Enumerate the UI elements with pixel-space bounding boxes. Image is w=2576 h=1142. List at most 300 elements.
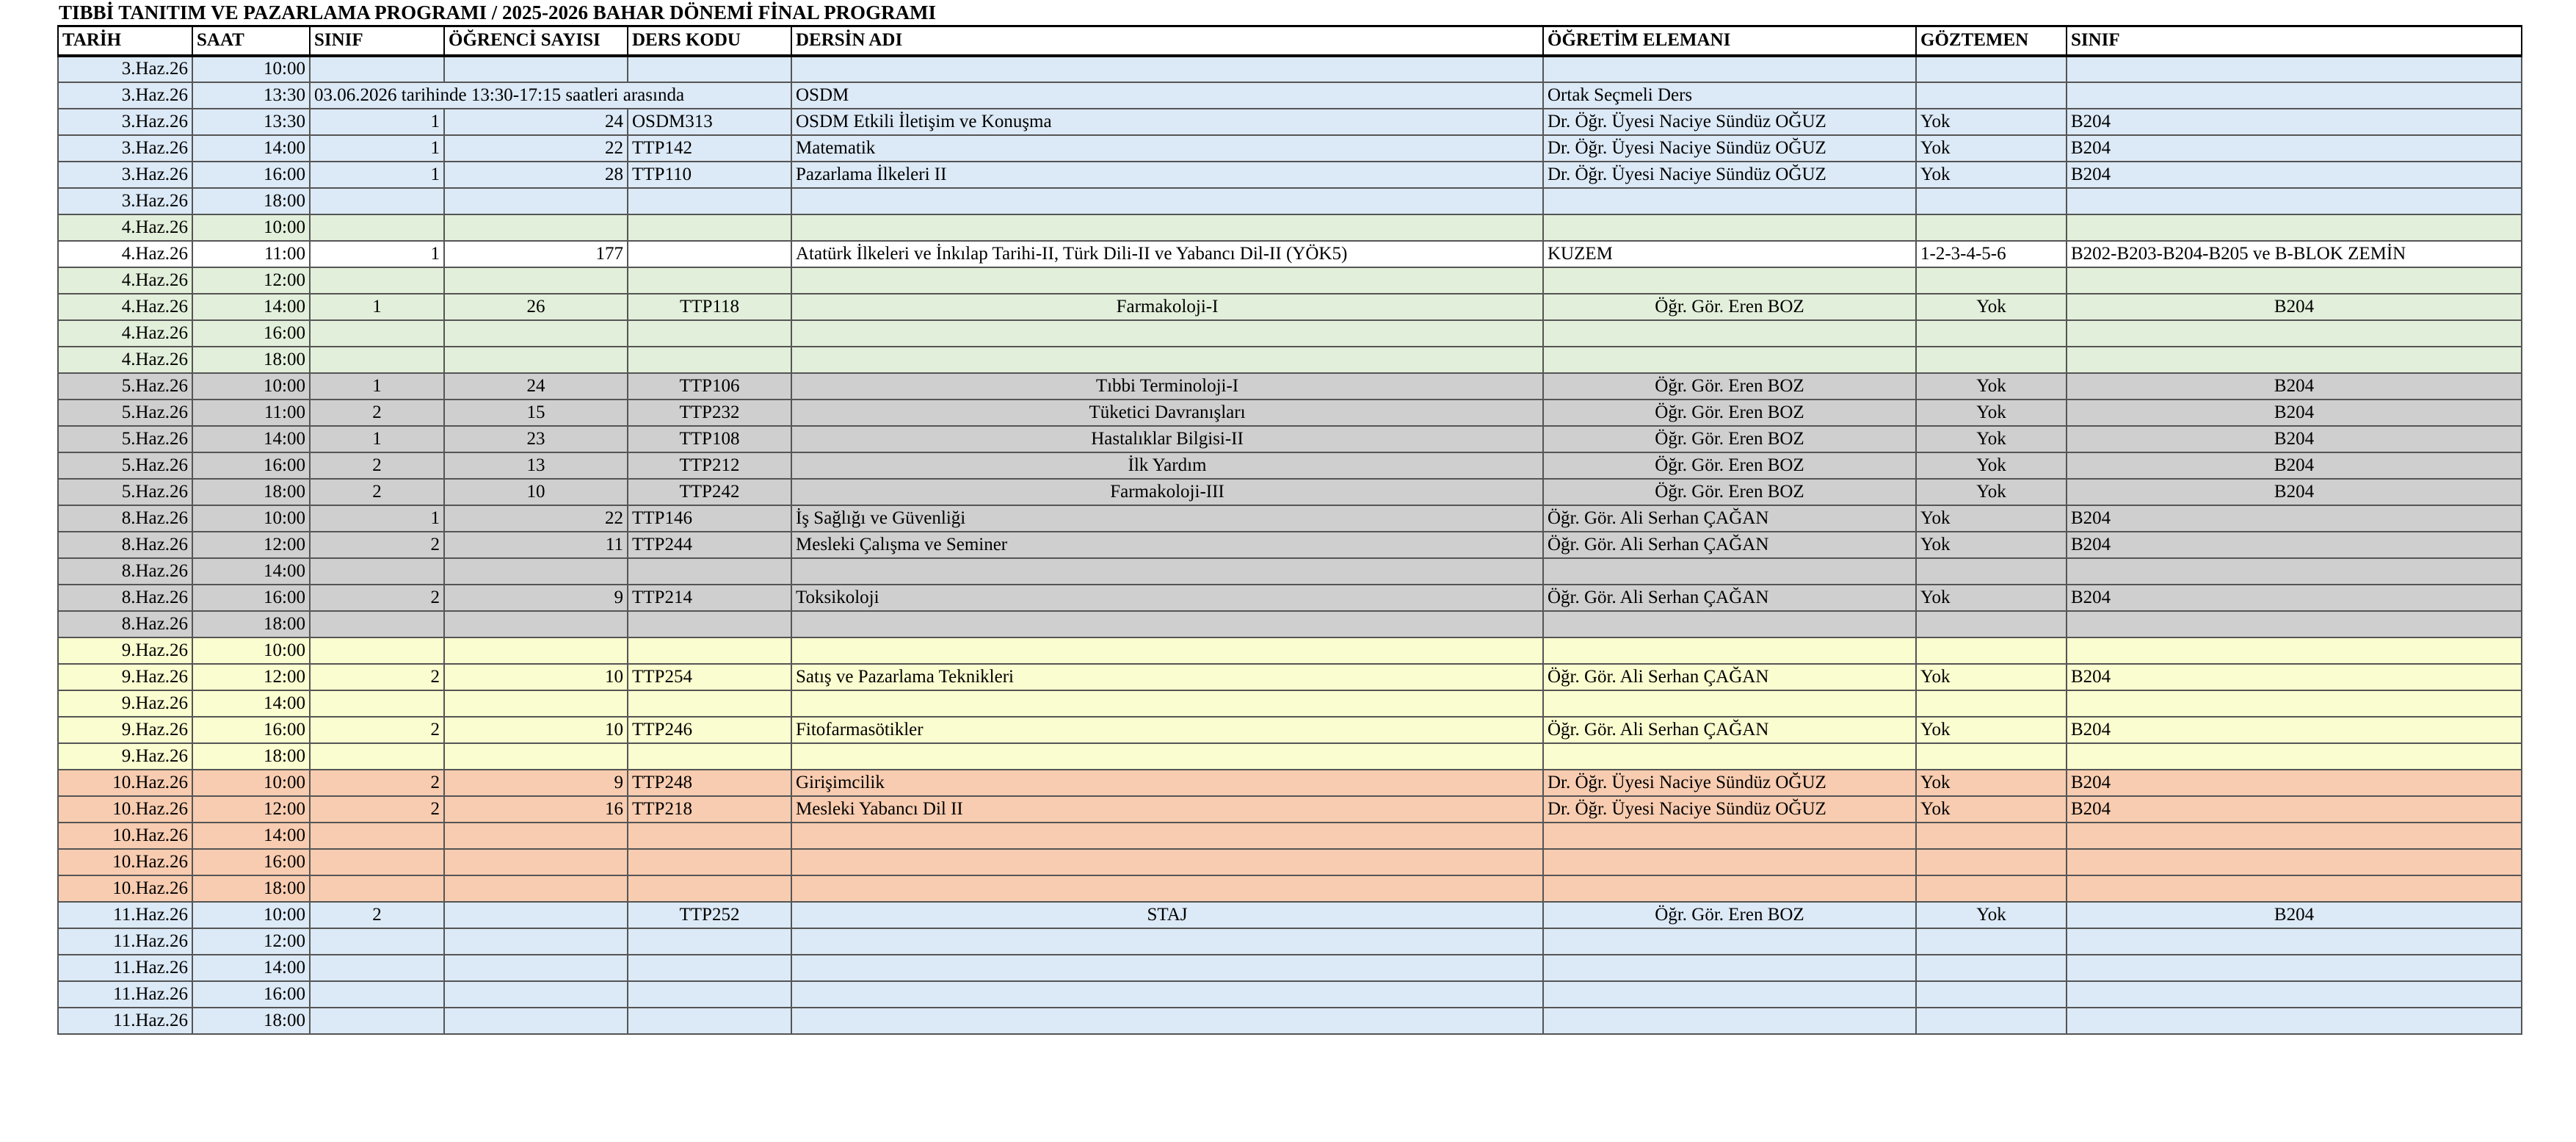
cell-sinif: 2 xyxy=(310,902,444,928)
cell-ogretim-elemani: Öğr. Gör. Eren BOZ xyxy=(1543,294,1916,320)
cell-ogretim-elemani: Öğr. Gör. Eren BOZ xyxy=(1543,902,1916,928)
cell-ogretim-elemani: Öğr. Gör. Ali Serhan ÇAĞAN xyxy=(1543,717,1916,743)
cell-gozetmen xyxy=(1916,743,2067,770)
cell-ogrenci-sayisi: 16 xyxy=(444,796,628,823)
cell-derslik xyxy=(2067,1008,2522,1034)
cell-saat: 14:00 xyxy=(192,558,310,585)
cell-ogretim-elemani: Öğr. Gör. Eren BOZ xyxy=(1543,373,1916,400)
cell-gozetmen xyxy=(1916,188,2067,214)
cell-saat: 18:00 xyxy=(192,188,310,214)
cell-ogretim-elemani xyxy=(1543,849,1916,875)
cell-dersin-adi: Pazarlama İlkeleri II xyxy=(791,162,1543,188)
cell-dersin-adi: Tüketici Davranışları xyxy=(791,400,1543,426)
table-row xyxy=(58,479,2522,505)
exam-schedule-table xyxy=(57,25,2522,1035)
cell-gozetmen xyxy=(1916,214,2067,241)
cell-ogretim-elemani: Dr. Öğr. Üyesi Naciye Sündüz OĞUZ xyxy=(1543,796,1916,823)
cell-sinif: 1 xyxy=(310,109,444,135)
cell-derslik: B204 xyxy=(2067,426,2522,452)
cell-gozetmen: Yok xyxy=(1916,585,2067,611)
cell-sinif xyxy=(310,214,444,241)
cell-ders-kodu xyxy=(628,690,791,717)
cell-sinif xyxy=(310,875,444,902)
cell-ders-kodu: TTP110 xyxy=(628,162,791,188)
cell-ders-kodu: OSDM313 xyxy=(628,109,791,135)
cell-ogretim-elemani: KUZEM xyxy=(1543,241,1916,267)
cell-saat: 10:00 xyxy=(192,373,310,400)
cell-sinif: 2 xyxy=(310,532,444,558)
cell-tarih: 10.Haz.26 xyxy=(58,770,192,796)
cell-tarih: 5.Haz.26 xyxy=(58,452,192,479)
cell-sinif: 2 xyxy=(310,717,444,743)
cell-gozetmen xyxy=(1916,981,2067,1008)
table-row xyxy=(58,743,2522,770)
cell-saat: 12:00 xyxy=(192,664,310,690)
cell-saat: 12:00 xyxy=(192,267,310,294)
cell-ders-kodu: TTP212 xyxy=(628,452,791,479)
cell-ogretim-elemani xyxy=(1543,320,1916,347)
cell-ogretim-elemani: Öğr. Gör. Ali Serhan ÇAĞAN xyxy=(1543,664,1916,690)
cell-derslik xyxy=(2067,981,2522,1008)
cell-ogretim-elemani xyxy=(1543,928,1916,955)
cell-tarih: 8.Haz.26 xyxy=(58,585,192,611)
cell-sinif xyxy=(310,743,444,770)
cell-tarih: 8.Haz.26 xyxy=(58,611,192,637)
cell-gozetmen: Yok xyxy=(1916,135,2067,162)
cell-ogretim-elemani xyxy=(1543,188,1916,214)
cell-saat: 18:00 xyxy=(192,347,310,373)
table-row xyxy=(58,135,2522,162)
cell-derslik xyxy=(2067,320,2522,347)
cell-gozetmen xyxy=(1916,267,2067,294)
cell-dersin-adi: OSDM xyxy=(791,82,1543,109)
cell-derslik xyxy=(2067,637,2522,664)
cell-ogretim-elemani: Öğr. Gör. Ali Serhan ÇAĞAN xyxy=(1543,585,1916,611)
cell-ogrenci-sayisi: 23 xyxy=(444,426,628,452)
cell-derslik xyxy=(2067,823,2522,849)
cell-gozetmen: Yok xyxy=(1916,532,2067,558)
cell-gozetmen: Yok xyxy=(1916,452,2067,479)
cell-sinif: 2 xyxy=(310,770,444,796)
cell-dersin-adi xyxy=(791,1008,1543,1034)
table-row xyxy=(58,1008,2522,1034)
table-row xyxy=(58,109,2522,135)
cell-saat: 13:30 xyxy=(192,82,310,109)
table-row xyxy=(58,505,2522,532)
cell-sinif: 2 xyxy=(310,796,444,823)
cell-ogrenci-sayisi: 177 xyxy=(444,241,628,267)
table-row xyxy=(58,611,2522,637)
cell-ders-kodu xyxy=(628,637,791,664)
cell-tarih: 10.Haz.26 xyxy=(58,849,192,875)
cell-ogrenci-sayisi: 10 xyxy=(444,479,628,505)
col-header-ders-kodu: DERS KODU xyxy=(628,26,791,56)
cell-sinif: 1 xyxy=(310,241,444,267)
cell-saat: 11:00 xyxy=(192,241,310,267)
table-row xyxy=(58,955,2522,981)
cell-tarih: 5.Haz.26 xyxy=(58,479,192,505)
cell-ogrenci-sayisi xyxy=(444,320,628,347)
cell-ogrenci-sayisi: 22 xyxy=(444,135,628,162)
table-row xyxy=(58,849,2522,875)
cell-saat: 11:00 xyxy=(192,400,310,426)
cell-ogretim-elemani: Ortak Seçmeli Ders xyxy=(1543,82,1916,109)
cell-saat: 16:00 xyxy=(192,981,310,1008)
cell-derslik: B204 xyxy=(2067,664,2522,690)
cell-saat: 14:00 xyxy=(192,955,310,981)
cell-tarih: 3.Haz.26 xyxy=(58,56,192,82)
cell-ogretim-elemani xyxy=(1543,690,1916,717)
cell-ogrenci-sayisi xyxy=(444,347,628,373)
cell-dersin-adi xyxy=(791,320,1543,347)
cell-ogretim-elemani xyxy=(1543,56,1916,82)
cell-derslik xyxy=(2067,188,2522,214)
cell-saat: 10:00 xyxy=(192,902,310,928)
cell-sinif: 1 xyxy=(310,135,444,162)
cell-dersin-adi xyxy=(791,637,1543,664)
cell-dersin-adi xyxy=(791,823,1543,849)
cell-gozetmen: Yok xyxy=(1916,902,2067,928)
cell-derslik xyxy=(2067,56,2522,82)
cell-tarih: 10.Haz.26 xyxy=(58,796,192,823)
cell-sinif: 1 xyxy=(310,426,444,452)
cell-sinif xyxy=(310,955,444,981)
cell-ders-kodu: TTP248 xyxy=(628,770,791,796)
cell-gozetmen: Yok xyxy=(1916,664,2067,690)
cell-saat: 16:00 xyxy=(192,452,310,479)
cell-gozetmen: 1-2-3-4-5-6 xyxy=(1916,241,2067,267)
cell-dersin-adi: Farmakoloji-I xyxy=(791,294,1543,320)
cell-sinif xyxy=(310,267,444,294)
cell-ders-kodu: TTP246 xyxy=(628,717,791,743)
cell-gozetmen xyxy=(1916,690,2067,717)
cell-saat: 12:00 xyxy=(192,928,310,955)
cell-gozetmen xyxy=(1916,928,2067,955)
table-row xyxy=(58,558,2522,585)
cell-gozetmen xyxy=(1916,56,2067,82)
cell-gozetmen xyxy=(1916,955,2067,981)
cell-dersin-adi xyxy=(791,743,1543,770)
cell-derslik: B204 xyxy=(2067,796,2522,823)
cell-derslik xyxy=(2067,849,2522,875)
cell-tarih: 4.Haz.26 xyxy=(58,320,192,347)
cell-ogretim-elemani: Öğr. Gör. Ali Serhan ÇAĞAN xyxy=(1543,505,1916,532)
cell-ders-kodu xyxy=(628,849,791,875)
cell-dersin-adi xyxy=(791,558,1543,585)
cell-ders-kodu: TTP106 xyxy=(628,373,791,400)
cell-tarih: 4.Haz.26 xyxy=(58,214,192,241)
table-row xyxy=(58,347,2522,373)
col-header-sinif: SINIF xyxy=(310,26,444,56)
cell-gozetmen: Yok xyxy=(1916,505,2067,532)
cell-derslik xyxy=(2067,347,2522,373)
cell-sinif: 1 xyxy=(310,162,444,188)
cell-ogretim-elemani xyxy=(1543,267,1916,294)
cell-saat: 16:00 xyxy=(192,320,310,347)
cell-tarih: 11.Haz.26 xyxy=(58,981,192,1008)
table-row xyxy=(58,928,2522,955)
cell-dersin-adi: Matematik xyxy=(791,135,1543,162)
col-header-ogrenci-sayisi: ÖĞRENCİ SAYISI xyxy=(444,26,628,56)
cell-ogrenci-sayisi xyxy=(444,823,628,849)
cell-sinif: 2 xyxy=(310,585,444,611)
cell-dersin-adi: Mesleki Çalışma ve Seminer xyxy=(791,532,1543,558)
cell-ogretim-elemani: Öğr. Gör. Eren BOZ xyxy=(1543,426,1916,452)
cell-ogrenci-sayisi: 9 xyxy=(444,770,628,796)
cell-dersin-adi: OSDM Etkili İletişim ve Konuşma xyxy=(791,109,1543,135)
cell-ders-kodu xyxy=(628,558,791,585)
cell-gozetmen: Yok xyxy=(1916,796,2067,823)
cell-tarih: 9.Haz.26 xyxy=(58,717,192,743)
cell-sinif xyxy=(310,188,444,214)
cell-ders-kodu: TTP118 xyxy=(628,294,791,320)
table-row xyxy=(58,267,2522,294)
cell-gozetmen xyxy=(1916,82,2067,109)
cell-ders-kodu xyxy=(628,347,791,373)
table-row xyxy=(58,426,2522,452)
header-row xyxy=(58,26,2522,56)
cell-ders-kodu xyxy=(628,320,791,347)
cell-derslik: B204 xyxy=(2067,135,2522,162)
cell-ders-kodu: TTP142 xyxy=(628,135,791,162)
cell-tarih: 4.Haz.26 xyxy=(58,347,192,373)
cell-saat: 16:00 xyxy=(192,585,310,611)
cell-derslik xyxy=(2067,955,2522,981)
cell-saat: 18:00 xyxy=(192,875,310,902)
cell-ders-kodu xyxy=(628,981,791,1008)
cell-saat: 12:00 xyxy=(192,796,310,823)
cell-ogretim-elemani: Dr. Öğr. Üyesi Naciye Sündüz OĞUZ xyxy=(1543,135,1916,162)
table-row xyxy=(58,902,2522,928)
cell-ders-kodu xyxy=(628,611,791,637)
cell-dersin-adi: Toksikoloji xyxy=(791,585,1543,611)
cell-dersin-adi: İlk Yardım xyxy=(791,452,1543,479)
cell-dersin-adi xyxy=(791,267,1543,294)
cell-gozetmen xyxy=(1916,637,2067,664)
cell-tarih: 5.Haz.26 xyxy=(58,400,192,426)
cell-derslik: B204 xyxy=(2067,400,2522,426)
cell-sinif: 2 xyxy=(310,400,444,426)
cell-dersin-adi: Satış ve Pazarlama Teknikleri xyxy=(791,664,1543,690)
cell-ogrenci-sayisi xyxy=(444,267,628,294)
cell-derslik: B204 xyxy=(2067,770,2522,796)
cell-ogrenci-sayisi xyxy=(444,1008,628,1034)
cell-ogrenci-sayisi: 28 xyxy=(444,162,628,188)
cell-sinif xyxy=(310,1008,444,1034)
cell-ogretim-elemani: Dr. Öğr. Üyesi Naciye Sündüz OĞUZ xyxy=(1543,109,1916,135)
cell-tarih: 3.Haz.26 xyxy=(58,162,192,188)
cell-sinif: 1 xyxy=(310,505,444,532)
table-row xyxy=(58,532,2522,558)
cell-ogretim-elemani xyxy=(1543,981,1916,1008)
cell-saat: 12:00 xyxy=(192,532,310,558)
cell-tarih: 4.Haz.26 xyxy=(58,267,192,294)
cell-ders-kodu xyxy=(628,214,791,241)
cell-gozetmen xyxy=(1916,875,2067,902)
cell-ders-kodu: TTP232 xyxy=(628,400,791,426)
cell-ogrenci-sayisi xyxy=(444,875,628,902)
cell-sinif xyxy=(310,320,444,347)
table-row xyxy=(58,56,2522,82)
cell-ogrenci-sayisi: 22 xyxy=(444,505,628,532)
table-row xyxy=(58,162,2522,188)
cell-tarih: 8.Haz.26 xyxy=(58,505,192,532)
cell-ders-kodu xyxy=(628,928,791,955)
cell-note: 03.06.2026 tarihinde 13:30-17:15 saatleri arasında xyxy=(310,82,791,109)
cell-ogretim-elemani: Öğr. Gör. Eren BOZ xyxy=(1543,479,1916,505)
cell-ogretim-elemani: Dr. Öğr. Üyesi Naciye Sündüz OĞUZ xyxy=(1543,162,1916,188)
col-header-gozetmen: GÖZTEMEN xyxy=(1916,26,2067,56)
cell-ders-kodu xyxy=(628,823,791,849)
cell-tarih: 11.Haz.26 xyxy=(58,955,192,981)
cell-saat: 18:00 xyxy=(192,743,310,770)
cell-derslik: B204 xyxy=(2067,162,2522,188)
cell-gozetmen: Yok xyxy=(1916,426,2067,452)
cell-gozetmen: Yok xyxy=(1916,373,2067,400)
cell-saat: 10:00 xyxy=(192,770,310,796)
cell-dersin-adi: STAJ xyxy=(791,902,1543,928)
table-row xyxy=(58,400,2522,426)
cell-gozetmen: Yok xyxy=(1916,294,2067,320)
cell-sinif xyxy=(310,690,444,717)
cell-derslik xyxy=(2067,743,2522,770)
table-row xyxy=(58,82,2522,109)
cell-dersin-adi xyxy=(791,849,1543,875)
cell-saat: 14:00 xyxy=(192,690,310,717)
table-row xyxy=(58,981,2522,1008)
cell-ogretim-elemani xyxy=(1543,214,1916,241)
cell-ogrenci-sayisi: 9 xyxy=(444,585,628,611)
cell-ogrenci-sayisi: 10 xyxy=(444,664,628,690)
cell-derslik xyxy=(2067,558,2522,585)
cell-ders-kodu xyxy=(628,188,791,214)
cell-ogrenci-sayisi: 26 xyxy=(444,294,628,320)
cell-gozetmen: Yok xyxy=(1916,400,2067,426)
cell-sinif: 2 xyxy=(310,452,444,479)
cell-ogrenci-sayisi xyxy=(444,56,628,82)
cell-derslik xyxy=(2067,928,2522,955)
cell-ogrenci-sayisi xyxy=(444,611,628,637)
cell-saat: 10:00 xyxy=(192,214,310,241)
cell-saat: 16:00 xyxy=(192,717,310,743)
cell-derslik: B204 xyxy=(2067,717,2522,743)
cell-ogretim-elemani xyxy=(1543,823,1916,849)
cell-tarih: 11.Haz.26 xyxy=(58,902,192,928)
cell-sinif xyxy=(310,56,444,82)
cell-ders-kodu xyxy=(628,241,791,267)
cell-tarih: 11.Haz.26 xyxy=(58,1008,192,1034)
cell-gozetmen: Yok xyxy=(1916,717,2067,743)
cell-ogretim-elemani xyxy=(1543,1008,1916,1034)
cell-ogretim-elemani: Öğr. Gör. Eren BOZ xyxy=(1543,400,1916,426)
cell-ogrenci-sayisi xyxy=(444,558,628,585)
cell-saat: 14:00 xyxy=(192,823,310,849)
table-row xyxy=(58,241,2522,267)
cell-gozetmen: Yok xyxy=(1916,770,2067,796)
cell-ogrenci-sayisi xyxy=(444,849,628,875)
cell-ders-kodu: TTP108 xyxy=(628,426,791,452)
cell-ders-kodu: TTP244 xyxy=(628,532,791,558)
cell-dersin-adi xyxy=(791,214,1543,241)
cell-derslik: B204 xyxy=(2067,532,2522,558)
cell-saat: 18:00 xyxy=(192,479,310,505)
cell-sinif xyxy=(310,558,444,585)
cell-dersin-adi: Atatürk İlkeleri ve İnkılap Tarihi-II, Türk Dili-II ve Yabancı Dil-II (YÖK5) xyxy=(791,241,1543,267)
cell-ogrenci-sayisi xyxy=(444,690,628,717)
cell-tarih: 9.Haz.26 xyxy=(58,637,192,664)
cell-ders-kodu: TTP214 xyxy=(628,585,791,611)
cell-sinif xyxy=(310,347,444,373)
cell-sinif xyxy=(310,849,444,875)
cell-derslik: B204 xyxy=(2067,479,2522,505)
cell-dersin-adi xyxy=(791,347,1543,373)
cell-derslik xyxy=(2067,875,2522,902)
cell-dersin-adi: Hastalıklar Bilgisi-II xyxy=(791,426,1543,452)
cell-dersin-adi: Tıbbi Terminoloji-I xyxy=(791,373,1543,400)
cell-gozetmen xyxy=(1916,849,2067,875)
cell-dersin-adi xyxy=(791,981,1543,1008)
cell-ogrenci-sayisi xyxy=(444,637,628,664)
cell-ders-kodu xyxy=(628,267,791,294)
col-header-derslik: SINIF xyxy=(2067,26,2522,56)
cell-ogrenci-sayisi: 10 xyxy=(444,717,628,743)
col-header-saat: SAAT xyxy=(192,26,310,56)
cell-ogrenci-sayisi xyxy=(444,902,628,928)
cell-saat: 13:30 xyxy=(192,109,310,135)
cell-tarih: 5.Haz.26 xyxy=(58,373,192,400)
table-row xyxy=(58,823,2522,849)
cell-ogrenci-sayisi xyxy=(444,955,628,981)
cell-sinif xyxy=(310,928,444,955)
cell-gozetmen: Yok xyxy=(1916,109,2067,135)
cell-sinif: 2 xyxy=(310,479,444,505)
cell-saat: 10:00 xyxy=(192,637,310,664)
cell-derslik xyxy=(2067,214,2522,241)
cell-sinif: 1 xyxy=(310,294,444,320)
cell-saat: 10:00 xyxy=(192,56,310,82)
cell-tarih: 3.Haz.26 xyxy=(58,82,192,109)
cell-tarih: 9.Haz.26 xyxy=(58,664,192,690)
cell-ogrenci-sayisi: 24 xyxy=(444,373,628,400)
table-row xyxy=(58,214,2522,241)
cell-tarih: 10.Haz.26 xyxy=(58,823,192,849)
cell-ogrenci-sayisi xyxy=(444,743,628,770)
cell-sinif: 1 xyxy=(310,373,444,400)
cell-tarih: 3.Haz.26 xyxy=(58,135,192,162)
cell-gozetmen xyxy=(1916,558,2067,585)
cell-ogrenci-sayisi: 24 xyxy=(444,109,628,135)
table-row xyxy=(58,188,2522,214)
cell-sinif xyxy=(310,823,444,849)
cell-dersin-adi: İş Sağlığı ve Güvenliği xyxy=(791,505,1543,532)
cell-saat: 16:00 xyxy=(192,162,310,188)
cell-derslik xyxy=(2067,82,2522,109)
cell-derslik xyxy=(2067,690,2522,717)
table-row xyxy=(58,664,2522,690)
cell-tarih: 9.Haz.26 xyxy=(58,690,192,717)
cell-derslik: B204 xyxy=(2067,505,2522,532)
col-header-ogretim-elemani: ÖĞRETİM ELEMANI xyxy=(1543,26,1916,56)
cell-ogretim-elemani xyxy=(1543,347,1916,373)
cell-dersin-adi xyxy=(791,611,1543,637)
cell-tarih: 3.Haz.26 xyxy=(58,109,192,135)
cell-derslik: B204 xyxy=(2067,452,2522,479)
cell-derslik: B204 xyxy=(2067,373,2522,400)
cell-tarih: 8.Haz.26 xyxy=(58,532,192,558)
cell-dersin-adi: Fitofarmasötikler xyxy=(791,717,1543,743)
cell-saat: 18:00 xyxy=(192,1008,310,1034)
cell-dersin-adi xyxy=(791,188,1543,214)
